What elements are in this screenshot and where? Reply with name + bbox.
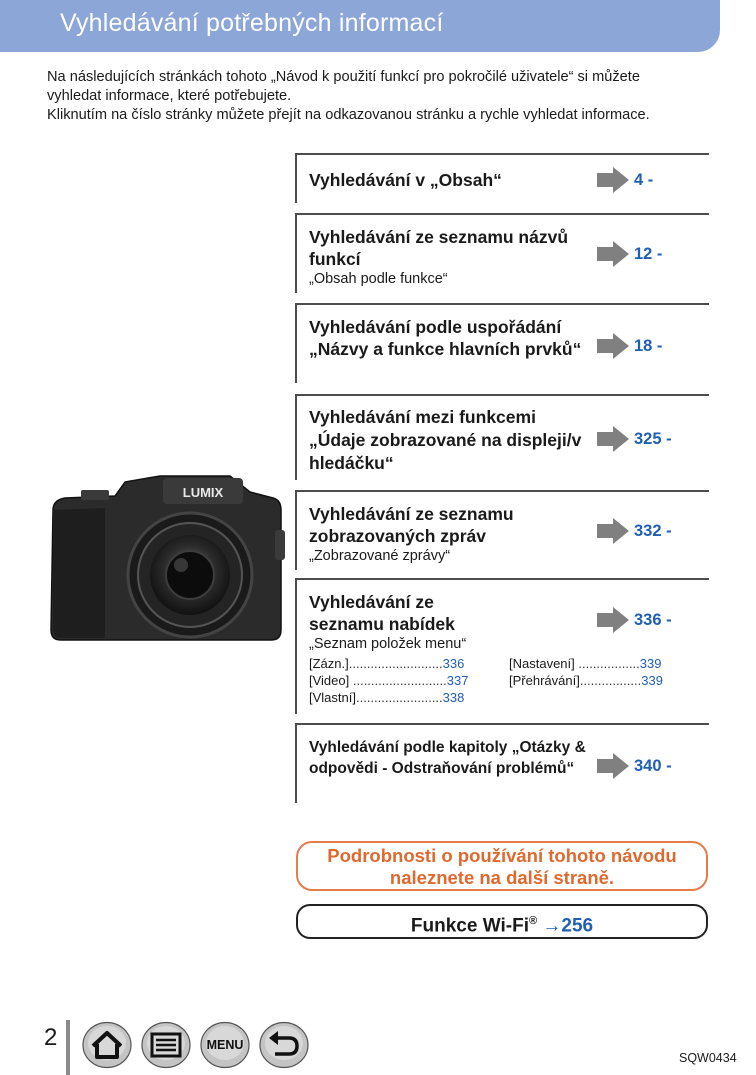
search-row-menus: [295, 578, 709, 714]
page-link-messages[interactable]: [597, 518, 672, 544]
menu-button[interactable]: [200, 1021, 250, 1069]
row-title: Vyhledávání podle uspořádání „Názvy a funkce hlavních prvků“: [309, 317, 582, 359]
camera-brand: LUMIX: [182, 485, 224, 500]
page-link-contents[interactable]: [597, 167, 653, 193]
menu-item-label: [Vlastní]: [309, 690, 356, 705]
menu-item-playback[interactable]: [509, 672, 689, 689]
search-row-display-info: [295, 394, 709, 480]
menu-item-page[interactable]: 336: [442, 656, 465, 671]
intro-paragraph-2: Kliknutím na číslo stránky můžete přejít na odkazovanou stránku a rychle vyhledat informace.: [47, 107, 650, 123]
row-subtitle: „Seznam položek menu“: [309, 636, 467, 652]
menu-item-label: [Video]: [309, 673, 353, 688]
search-row-function-names: [295, 213, 709, 293]
row-title: Vyhledávání v „Obsah“: [309, 170, 502, 190]
menu-icon-label: MENU: [206, 1038, 244, 1052]
menu-item-label: [Nastavení]: [509, 656, 579, 671]
back-icon: [259, 1021, 309, 1069]
row-title: Vyhledávání ze seznamu zobrazovaných zpráv: [309, 504, 514, 546]
page-number[interactable]: 332 -: [634, 521, 672, 540]
menu-item-dots: ..........................: [352, 673, 447, 688]
page-header: [0, 0, 720, 52]
registered-mark: ®: [528, 915, 538, 927]
menu-item-dots: ........................: [355, 690, 443, 705]
page-link-function-names[interactable]: [597, 241, 662, 267]
arrow-right-icon: [597, 607, 629, 633]
page-number[interactable]: 4 -: [634, 170, 654, 189]
row-subtitle: „Zobrazované zprávy“: [309, 548, 451, 564]
row-title: Vyhledávání mezi funkcemi „Údaje zobrazované na displeji/v hledáčku“: [309, 407, 582, 473]
menu-item-video[interactable]: [309, 672, 489, 689]
camera-image: [45, 470, 287, 646]
wifi-functions-link[interactable]: [296, 904, 708, 939]
page-title: Vyhledávání potřebných informací: [60, 9, 444, 37]
row-subtitle: „Obsah podle funkce“: [309, 271, 448, 287]
page-number-footer: 2: [44, 1024, 58, 1051]
page-link-display-info[interactable]: [597, 426, 672, 452]
menu-icon: [200, 1021, 250, 1069]
arrow-right-icon: [597, 426, 629, 452]
home-button[interactable]: [82, 1021, 132, 1069]
search-row-contents: [295, 153, 709, 203]
arrow-right-icon: [597, 333, 629, 359]
page-number[interactable]: 336 -: [634, 610, 672, 629]
arrow-right-icon: [597, 167, 629, 193]
list-icon: [141, 1021, 191, 1069]
page-link-menus[interactable]: [597, 607, 672, 633]
next-page-note: [296, 841, 708, 891]
row-title: Vyhledávání podle kapitoly „Otázky & odpovědi - Odstraňování problémů“: [309, 739, 586, 777]
page-number[interactable]: 340 -: [634, 756, 672, 775]
note-line-2: naleznete na další straně.: [389, 867, 615, 888]
menu-item-page[interactable]: 339: [641, 673, 663, 688]
page-link-troubleshooting[interactable]: [597, 753, 672, 779]
menu-item-setup[interactable]: [509, 655, 689, 672]
arrow-right-icon: [597, 753, 629, 779]
page-number[interactable]: 12 -: [634, 244, 663, 263]
contents-button[interactable]: [141, 1021, 191, 1069]
menu-item-dots: .................: [579, 673, 642, 688]
wifi-label: Funkce Wi-Fi: [410, 915, 529, 937]
menu-item-dots: ..........................: [348, 656, 443, 671]
search-row-part-names: [295, 303, 709, 383]
page-number[interactable]: 18 -: [634, 336, 663, 355]
page-link-part-names[interactable]: [597, 333, 662, 359]
intro-text: [47, 68, 687, 125]
menu-item-custom[interactable]: [309, 689, 489, 706]
menu-item-dots: .................: [578, 656, 640, 671]
menu-item-page[interactable]: 338: [442, 690, 465, 705]
footer-divider: [66, 1020, 70, 1075]
menu-item-label: [Přehrávání]: [509, 673, 580, 688]
home-icon: [82, 1021, 132, 1069]
wifi-page-link[interactable]: →256: [542, 915, 594, 937]
document-code: SQW0434: [679, 1051, 737, 1065]
search-row-messages: [295, 490, 709, 570]
row-title: Vyhledávání ze seznamu názvů funkcí: [309, 227, 569, 269]
back-button[interactable]: [259, 1021, 309, 1069]
search-row-troubleshooting: [295, 723, 709, 803]
menu-item-page[interactable]: 337: [446, 673, 469, 688]
row-title: Vyhledávání ze seznamu nabídek: [309, 592, 455, 634]
arrow-right-icon: [597, 241, 629, 267]
menu-item-label: [Zázn.]: [309, 656, 349, 671]
arrow-right-icon: [597, 518, 629, 544]
page-number[interactable]: 325 -: [634, 429, 672, 448]
intro-paragraph-1: Na následujících stránkách tohoto „Návod k použití funkcí pro pokročilé uživatele“ si můžete vyhledat informace, které potřebujete.: [47, 69, 640, 104]
note-line-1: Podrobnosti o používání tohoto návodu: [327, 845, 677, 866]
menu-item-recording[interactable]: [309, 655, 489, 672]
menu-item-page[interactable]: 339: [639, 656, 662, 671]
